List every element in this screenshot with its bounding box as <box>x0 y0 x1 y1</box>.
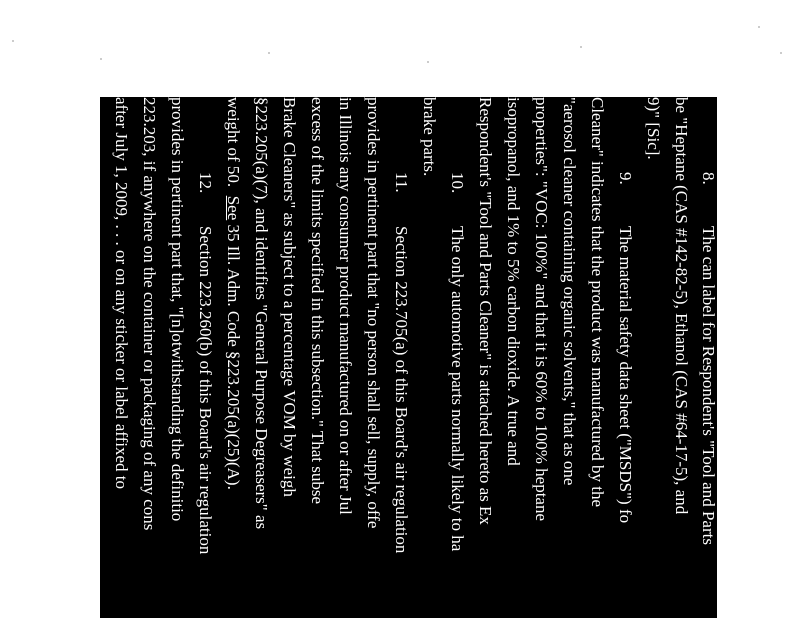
paragraph-text: The material safety data sheet ("MSDS") fo <box>616 226 635 524</box>
text-line <box>252 97 270 529</box>
line-text: weight of 50. <box>224 97 243 188</box>
text-line <box>532 97 550 521</box>
paragraph-number: 12. <box>196 172 215 194</box>
text-line <box>504 97 522 466</box>
text-line <box>112 97 130 489</box>
line-text: be "Heptane (CAS #142-82-5), Ethanol (CAS #64-17-5), and <box>672 97 691 515</box>
text-line <box>644 97 662 160</box>
text-line <box>140 97 158 530</box>
scan-speck <box>758 26 760 28</box>
text-line <box>196 97 214 554</box>
text-line <box>699 97 717 545</box>
scan-speck <box>427 61 429 63</box>
see-signal: See <box>224 195 243 221</box>
scan-speck <box>268 52 270 54</box>
rotated-text-block <box>84 97 718 618</box>
scanned-page <box>84 97 718 618</box>
line-text: after July 1, 2009, . . . or on any sticker or label affixed to <box>112 97 131 489</box>
line-text: brake parts. <box>420 97 439 177</box>
scan-speck <box>12 40 14 42</box>
text-line <box>168 97 186 521</box>
line-text: Respondent's "Tool and Parts Cleaner" is attached hereto as Ex <box>476 97 495 525</box>
text-line <box>336 97 354 515</box>
text-line <box>616 97 634 523</box>
scan-speck <box>580 46 582 48</box>
text-line <box>476 97 494 525</box>
text-line <box>448 97 466 551</box>
scan-speck <box>100 58 102 60</box>
text-line <box>224 97 242 490</box>
text-line <box>420 97 438 176</box>
line-text: isopropanol, and 1% to 5% carbon dioxide. A true and <box>504 97 523 466</box>
paragraph-number: 9. <box>616 172 635 185</box>
paragraph-text: The can label for Respondent's "Tool and Parts <box>699 226 718 545</box>
scan-speck <box>780 52 782 54</box>
text-line <box>308 97 326 504</box>
text-line <box>364 97 382 528</box>
line-text: 9)" [Sic]. <box>644 97 663 160</box>
paragraph-number: 10. <box>448 172 467 194</box>
text-line <box>560 97 578 485</box>
text-line <box>280 97 298 497</box>
line-text: 223.203, if anywhere on the container or packaging of any cons <box>140 97 159 531</box>
text-line <box>588 97 606 507</box>
line-text: properties": "VOC: 100%" and that it is 60% to 100% heptane <box>532 97 551 522</box>
line-text: Brake Cleaners" as subject to a percentage VOM by weigh <box>280 97 299 497</box>
line-text: §223.205(a)(7), and identifies "General Purpose Degreasers" as <box>252 97 271 530</box>
paragraph-number: 11. <box>392 172 411 193</box>
text-line <box>392 97 410 553</box>
line-text: "aerosol cleaner containing organic solvents," that as one <box>560 97 579 486</box>
line-text: excess of the limits specified in this subsection." That subse <box>308 97 327 505</box>
line-text: Cleaner" indicates that the product was manufactured by the <box>588 97 607 508</box>
citation-text: 35 Ill. Adm. Code §223.205(a)(25)(A). <box>224 220 243 490</box>
line-text: representation is made that the product may be used as, or i <box>84 97 103 501</box>
paragraph-text: Section 223.705(a) of this Board's air regulation <box>392 226 411 554</box>
line-text: provides in pertinent part that, "[n]otwithstanding the definitio <box>168 97 187 522</box>
paragraph-text: The only automotive parts normally likely to ha <box>448 226 467 552</box>
text-line <box>84 97 102 500</box>
line-text: provides in pertinent part that "no person shall sell, supply, offe <box>364 97 383 529</box>
text-line <box>672 97 690 514</box>
line-text: in Illinois any consumer product manufactured on or after Jul <box>336 97 355 515</box>
paragraph-text: Section 223.260(b) of this Board's air regulation <box>196 226 215 555</box>
paragraph-number: 8. <box>699 172 718 185</box>
